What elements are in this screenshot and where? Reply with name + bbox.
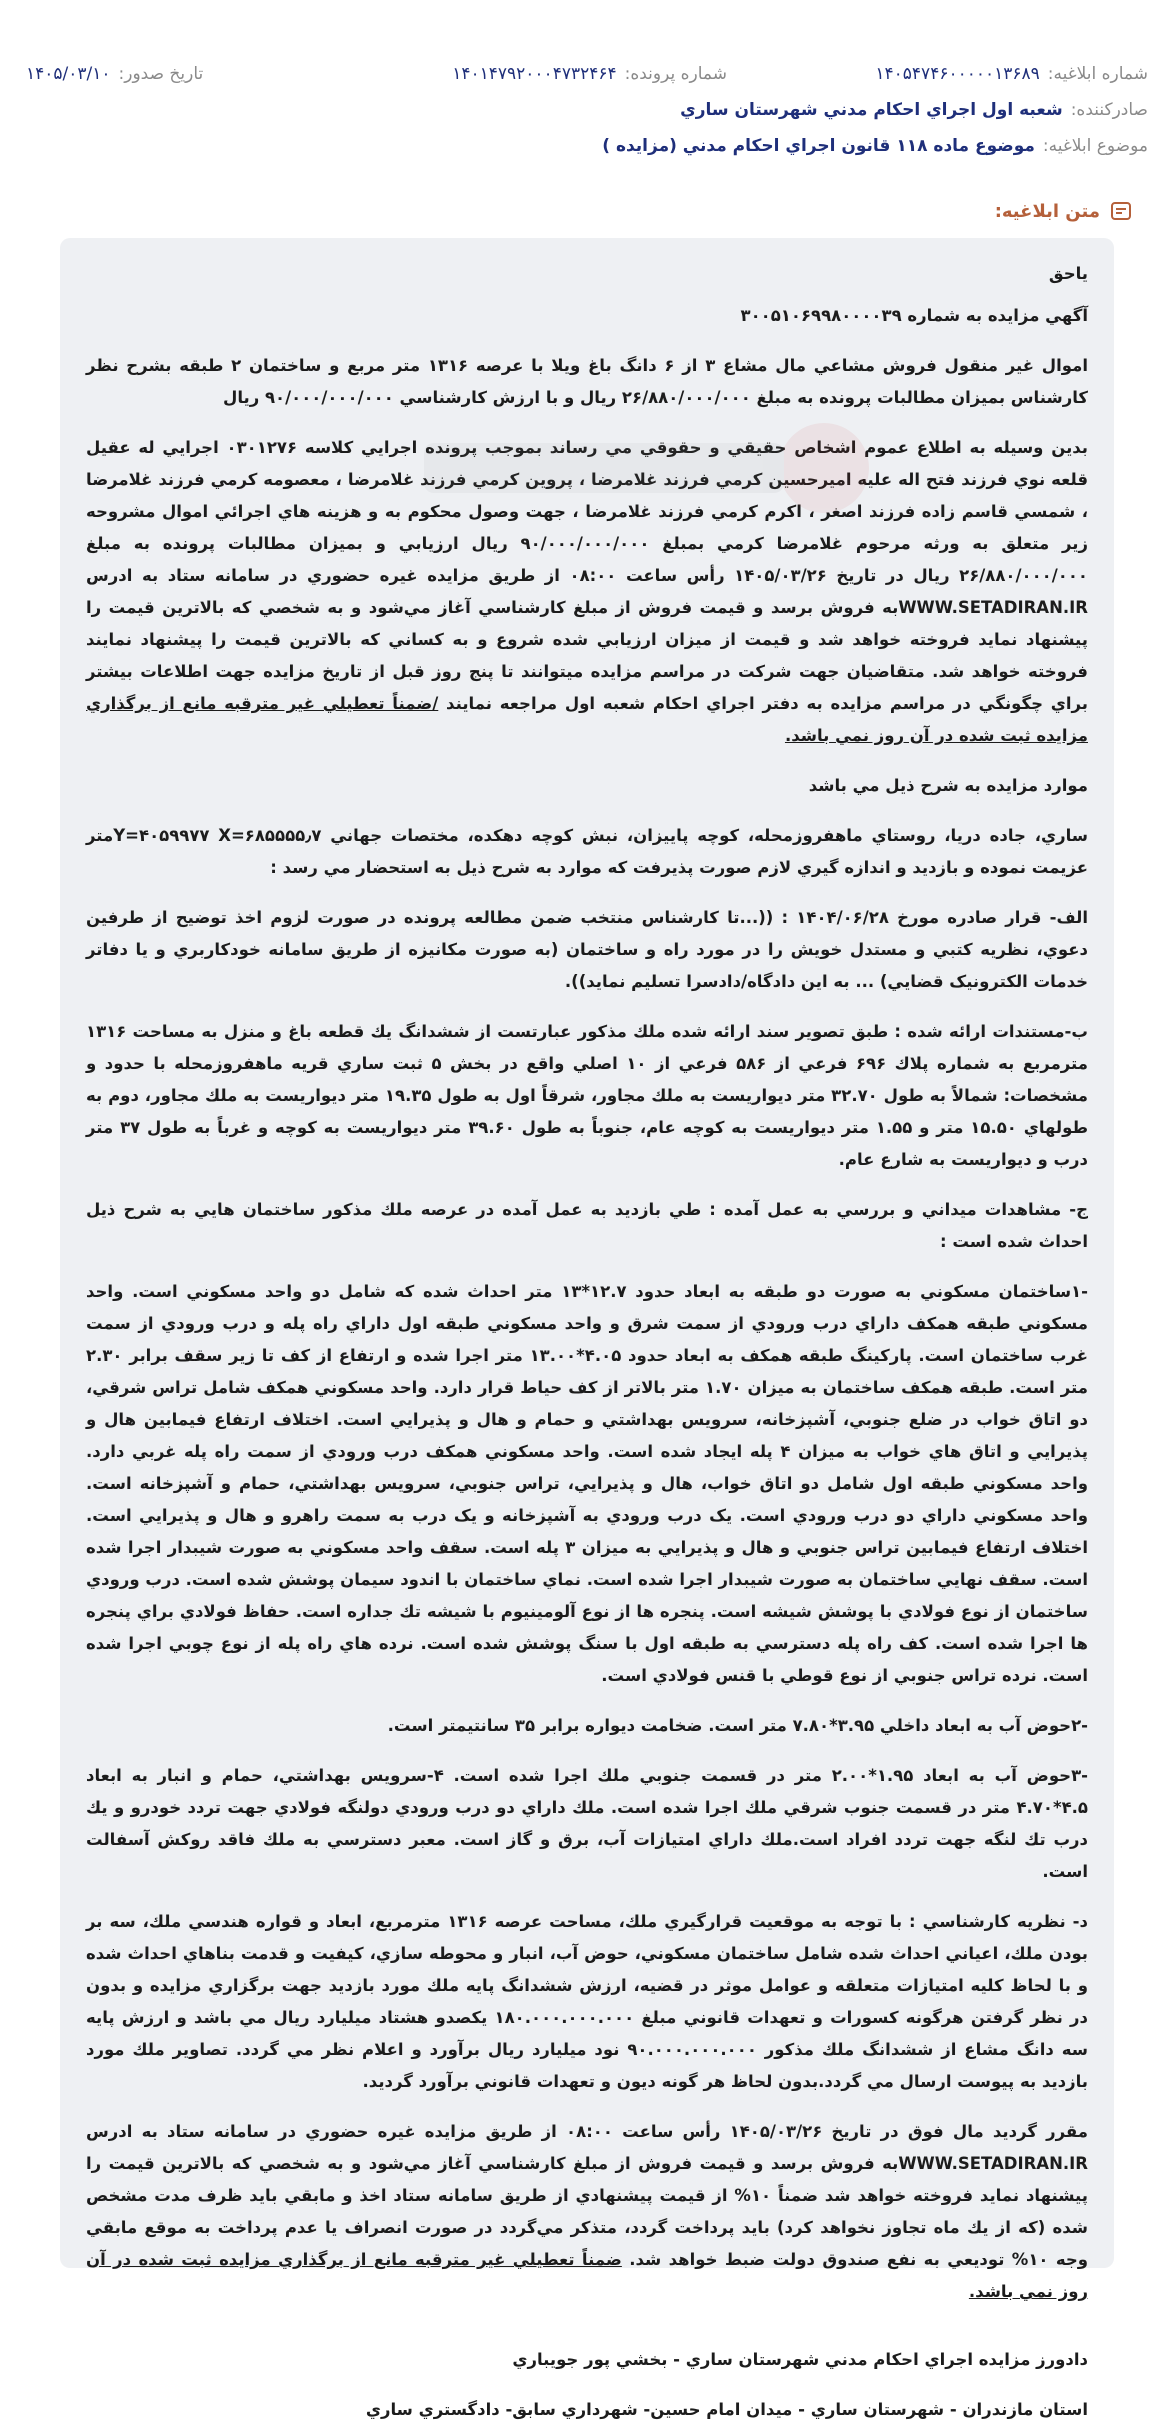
content-section-be: ب-مستندات ارائه شده : طبق تصوير سند ارائه شده ملك مذكور عبارتست از ششدانگ يك قطعه باغ و منزل به مساحت ۱۳۱۶ مترمربع به شماره پلاك ۶۹۶ فرعي از ۵۸۶ فرعي از ۱۰ اصلي واقع در بخش ۵ ثبت ساري قريه ماهفروزمحله با حدود و مشخصات: شمالاً به طول ۳۲.۷۰ متر ديواريست به ملك مجاور، شرقاً اول به طول ۱۹.۳۵ متر ديواريست به ملك مجاور، دوم به طولهاي ۱۵.۵۰ متر و ۱.۵۵ متر ديواريست به كوچه عام، جنوباً به طول ۳۹.۶۰ متر ديواريست به كوچه و غرباً به طول ۳۷ متر درب و ديواريست به شارع عام. (86, 1022, 1088, 1169)
issuer-label: صادرکننده: (1070, 100, 1148, 120)
subject (602, 136, 1148, 156)
content-item-2: -۲حوض آب به ابعاد داخلي ۳.۹۵*۷.۸۰ متر است. ضخامت ديواره برابر ۳۵ سانتيمتر است. (387, 1716, 1088, 1735)
content-section-jim: ج- مشاهدات ميداني و بررسي به عمل آمده : طي بازديد به عمل آمده در عرصه ملك مذكور ساختمان هايي به شرح ذيل احداث شده است : (86, 1200, 1088, 1251)
content-section-dal: د- نظريه کارشناسي : با توجه به موقعيت قرارگيري ملك، مساحت عرصه ۱۳۱۶ مترمربع، ابعاد و قواره هندسي ملك، سه بر بودن ملك، اعياني احداث شده شامل ساختمان مسكوني، حوض آب، انبار و محوطه سازي، كيفيت و قدمت بناهاي احداث شده و با لحاظ كليه امتيازات متعلقه و عوامل موثر در قضيه، ارزش ششدانگ پايه ملك مورد بازديد جهت برگزاري مزايده و بدون در نظر گرفتن هرگونه كسورات و تعهدات قانوني مبلغ ۱۸۰.۰۰۰.۰۰۰.۰۰۰ يكصدو هشتاد ميليارد ريال مي باشد و ارزش پايه سه دانگ مشاع از ششدانگ ملك مذكور ۹۰.۰۰۰.۰۰۰.۰۰۰ نود ميليارد ريال برآورد و اعلام نظر مي گردد. تصاوير ملك مورد بازديد به پيوست ارسال مي گردد.بدون لحاظ هر گونه ديون و تعهدات قانوني برآورد گرديد. (86, 1912, 1088, 2091)
content-intro: اموال غير منقول فروش مشاعي مال مشاع ۳ از ۶ دانگ باغ ويلا با عرصه ۱۳۱۶ متر مربع و ساختمان ۲ طبقه بشرح نظر کارشناس بميزان مطالبات پرونده به مبلغ ۲۶/۸۸۰/۰۰۰/۰۰۰ ريال و با ارزش کارشناسي ۹۰/۰۰۰/۰۰۰/۰۰۰ ريال (86, 356, 1088, 407)
content-announcement (86, 432, 1088, 752)
content-signature: دادورز مزايده اجراي احکام مدني شهرستان ساري - بخشي پور جويباري (512, 2350, 1088, 2369)
issuer-value: شعبه اول اجراي احکام مدني شهرستان ساري (680, 100, 1063, 120)
subject-label: موضوع ابلاغيه: (1042, 136, 1148, 156)
case-number (427, 64, 727, 84)
content-address: استان مازندران - شهرستان ساري - ميدان امام حسين- شهرداري سابق- دادگستري ساري (365, 2400, 1088, 2419)
case-number-value: ۱۴۰۱۴۷۹۲۰۰۰۴۷۳۲۴۶۴ (452, 64, 617, 84)
content-announcement-underline: /ضمناً تعطيلي غير مترقبه مانع از برگذاري مزايده ثبت شده در آن روز نمي باشد. (86, 694, 1088, 745)
notice-number (848, 64, 1148, 84)
notice-body-heading-label: متن ابلاغيه: (994, 200, 1100, 222)
case-number-label: شماره پرونده: (624, 64, 727, 84)
notice-number-label: شماره ابلاغيه: (1047, 64, 1148, 84)
content-item-3: -۳حوض آب به ابعاد ۱.۹۵*۲.۰۰ متر در قسمت جنوبي ملك اجرا شده است. ۴-سرويس بهداشتي، حمام و انبار به ابعاد ۴.۵*۴.۷۰ متر در قسمت جنوب شرقي ملك اجرا شده است. ملك داراي دو درب ورودي دولنگه فولادي جهت تردد خودرو و يك درب تك لنگه جهت تردد افراد است.ملك داراي امتيازات آب، برق و گاز است. معبر دسترسي به ملك فاقد روكش آسفالت است. (86, 1766, 1088, 1881)
meta-top-row (26, 56, 1148, 92)
notice-meta (26, 56, 1148, 164)
content-final (86, 2116, 1088, 2308)
content-items-heading: موارد مزايده به شرح ذيل مي باشد (808, 776, 1088, 795)
content-location: ساري، جاده دريا، روستاي ماهفروزمحله، کوچه پاييزان، نبش کوچه دهکده، مختصات جهاني Y=۴۰۵۹۹۷۷ X=۶۸۵۵۵۵٫۷متر عزيمت نموده و بازديد و اندازه گيري لازم صورت پذيرفت که موارد به شرح ذيل به استحضار مي رسد : (86, 826, 1089, 877)
notice-body-heading (995, 198, 1134, 224)
document-icon (1108, 198, 1134, 224)
subject-value: موضوع ماده ۱۱۸ قانون اجراي احکام مدني (مزايده ) (602, 136, 1035, 156)
content-announcement-text: بدين وسيله به اطلاع عموم اشخاص حقيقي و حقوقي مي رساند بموجب پرونده اجرايي کلاسه ۰۳۰۱۲۷۶ اجرايي له عقيل قلعه نوي فرزند فتح اله عليه اميرحسين کرمي فرزند غلامرضا ، پروين کرمي فرزند غلامرضا ، معصومه کرمي فرزند غلامرضا ، شمسي قاسم زاده فرزند اصغر ، اکرم کرمي فرزند غلامرضا ، جهت وصول محکوم به و هزينه هاي اجرائي اموال مشروحه زير متعلق به ورثه مرحوم غلامرضا کرمي بمبلغ ۹۰/۰۰۰/۰۰۰/۰۰۰ ريال ارزيابي و بميزان مطالبات پرونده به مبلغ ۲۶/۸۸۰/۰۰۰/۰۰۰ ريال در تاريخ ۱۴۰۵/۰۳/۲۶ رأس ساعت ۰۸:۰۰ از طريق مزايده غيره حضوري در سامانه ستاد به ادرس WWW.SETADIRAN.IRبه فروش برسد و قيمت فروش از مبلغ کارشناسي آغاز مي‌شود و به شخصي که بالاترين قيمت را پيشنهاد نمايد فروخته خواهد شد و قيمت از ميزان ارزيابي شده شروع و به کساني که بالاترين قيمت را پيشنهاد نمايند فروخته خواهد شد. متقاضيان جهت شرکت در مراسم مزايده ميتوانند تا پنج روز قبل از تاريخ مزايده جهت اطلاعات بيشتر براي چگونگي در مراسم مزايده به دفتر اجراي احکام شعبه اول مراجعه نمايند (86, 438, 1089, 713)
notice-content-panel (60, 238, 1114, 2419)
content-item-1: -۱ساختمان مسکوني به صورت دو طبقه به ابعاد حدود ۱۲.۷*۱۳ متر احداث شده که شامل دو واحد مسکوني است. واحد مسکوني طبقه همکف داراي درب ورودي از سمت شرق و واحد مسکوني طبقه اول داراي راه پله و درب ورودي از سمت غرب ساختمان است. پارکينگ طبقه همکف به ابعاد حدود ۴.۰۵*۱۳.۰۰ متر اجرا شده و ارتفاع از کف تا زير سقف برابر ۲.۳۰ متر است. طبقه همکف ساختمان به ميزان ۱.۷۰ متر بالاتر از کف حياط قرار دارد. واحد مسکوني همکف شامل تراس شرقي، دو اتاق خواب در ضلع جنوبي، آشپزخانه، سرويس بهداشتي و حمام و هال و پذيرايي است. اختلاف ارتفاع فيمابين هال و پذيرايي و اتاق هاي خواب به ميزان ۴ پله ايجاد شده است. واحد مسکوني همکف درب ورودي از سمت راه پله غربي دارد. واحد مسکوني طبقه اول شامل دو اتاق خواب، هال و پذيرايي، تراس جنوبي، سرويس بهداشتي، حمام و آشپزخانه است. واحد مسکوني داراي دو درب ورودي است. يک درب ورودي به آشپزخانه و يک درب به سمت راهرو و هال و پذيرايي است. اختلاف ارتفاع فيمابين تراس جنوبي و هال و پذيرايي به ميزان ۳ پله است. سقف واحد مسکوني به صورت شيبدار اجرا شده است. سقف نهايي ساختمان به صورت شيبدار اجرا شده است. نماي ساختمان با اندود سيمان پوشش شده است. درب ورودي ساختمان از نوع فولادي با پوشش شيشه است. پنجره ها از نوع آلومينيوم با شيشه تك جداره است. حفاظ فولادي براي پنجره ها اجرا شده است. كف راه پله دسترسي به طبقه اول با سنگ پوشش شده است. نرده هاي راه پله از نوع چوبي اجرا شده است. نرده تراس جنوبي از نوع قوطي با قنس فولادي است. (86, 1282, 1089, 1685)
issue-date-label: تاريخ صدور: (118, 64, 204, 84)
content-section-alef: الف- قرار صادره مورخ ۱۴۰۴/۰۶/۲۸ : ((...تا کارشناس منتخب ضمن مطالعه پرونده در صورت لزوم اخذ توضيح از طرفين دعوي، نظريه کتبي و مستدل خويش را در مورد راه و ساختمان (به صورت مکانيزه از طريق سامانه خودکاربري و يا دفاتر خدمات الکترونيک قضايي) ... به اين دادگاه/دادسرا تسليم نمايد)). (86, 908, 1088, 991)
meta-subject-row (26, 128, 1148, 164)
issuer (680, 100, 1148, 120)
meta-issuer-row (26, 92, 1148, 128)
content-yahagh: ياحق (1048, 264, 1088, 283)
notice-number-value: ۱۴۰۵۴۷۴۶۰۰۰۰۰۱۳۶۸۹ (875, 64, 1040, 84)
issue-date-value: ۱۴۰۵/۰۳/۱۰ (26, 64, 111, 84)
issue-date (26, 64, 306, 84)
content-final-text: مقرر گرديد مال فوق در تاريخ ۱۴۰۵/۰۳/۲۶ رأس ساعت ۰۸:۰۰ از طريق مزايده غيره حضوري در سامانه ستاد به ادرس WWW.SETADIRAN.IRبه فروش برسد و قيمت فروش از مبلغ كارشناسي آغاز مي‌شود و به شخصي كه بالاترين قيمت را پيشنهاد نمايد فروخته خواهد شد ضمناً ۱۰% از قيمت پيشنهادي از طريق سامانه ستاد اخذ و مابقي بايد ظرف مدت مشخص شده (كه از يك ماه تجاوز نخواهد كرد) بايد پرداخت گردد، متذكر مي‌گردد در صورت انصراف يا عدم پرداخت به موقع مابقي وجه ۱۰% توديعي به نفع صندوق دولت ضبط خواهد شد. (86, 2122, 1089, 2269)
content-final-underline: ضمناً تعطيلي غير مترقبه مانع از برگذاري مزايده ثبت شده در آن روز نمي باشد. (86, 2250, 1088, 2301)
content-ad-title: آگهي مزايده به شماره ۳۰۰۵۱۰۶۹۹۸۰۰۰۰۳۹ (740, 306, 1088, 325)
